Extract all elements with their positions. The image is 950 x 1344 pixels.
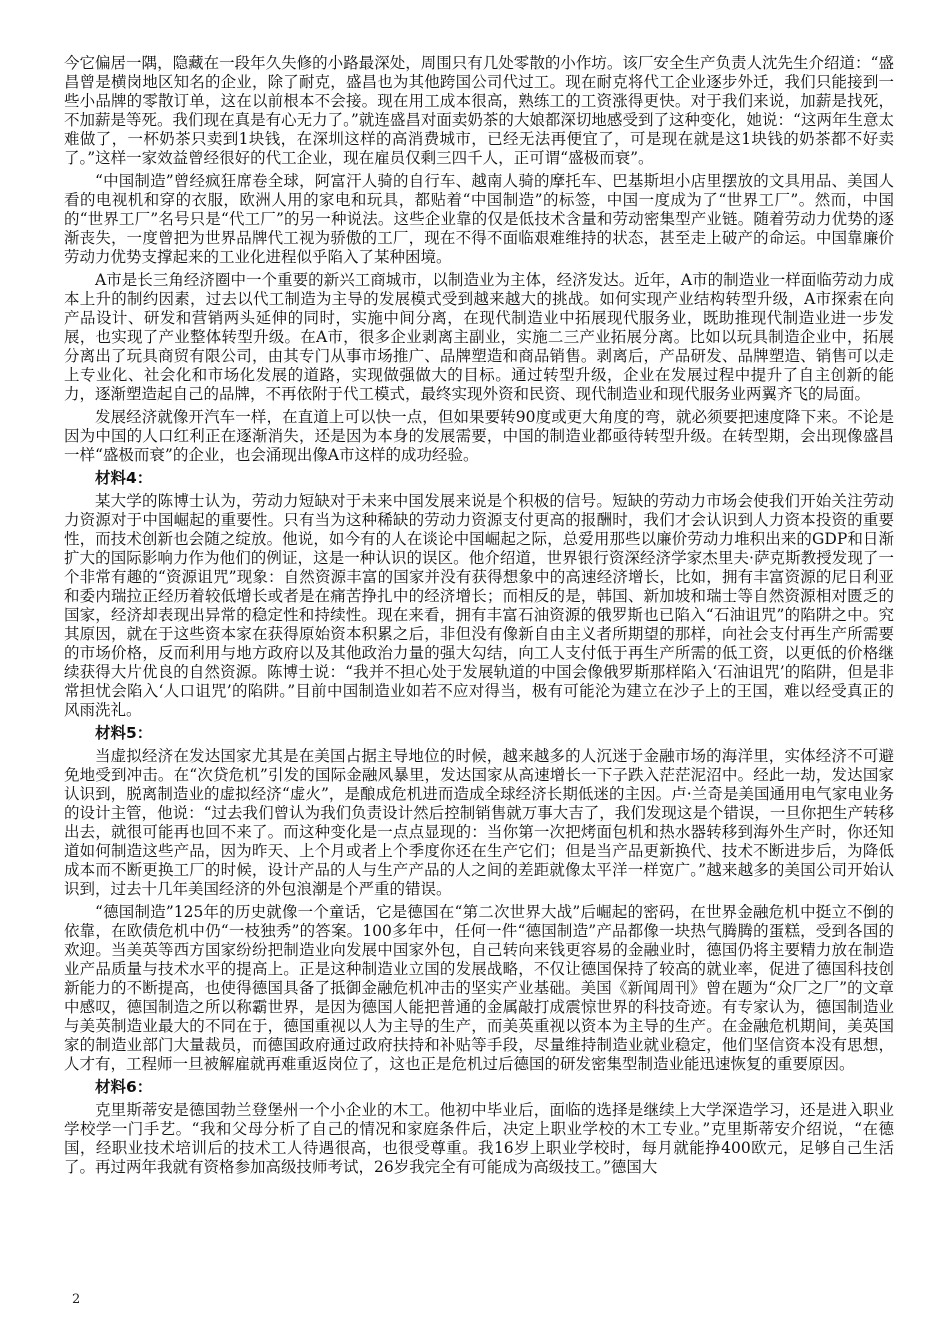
paragraph: 当虚拟经济在发达国家尤其是在美国占据主导地位的时候，越来越多的人沉迷于金融市场的海洋里，实体经济不可避免地受到冲击。在“次贷危机”引发的国际金融风暴里，发达国家从高速增长一下子跌入茫茫泥沼中。经此一劫，发达国家认识到，脱离制造业的虚拟经济“虚火”，是酿成危机进而造成全球经济长期低迷的主因。卢·兰奇是美国通用电气家电业务的设计主管，他说：“过去我们曾认为我们负责设计然后控制销售就万事大吉了，我们发现这是个错误，一旦你把生产转移出去，就很可能再也回不来了。而这种变化是一点点显现的：当你第一次把烤面包机和热水器转移到海外生产时，你还知道如何制造这些产品，因为昨天、上个月或者上个季度你还在生产它们；但是当产品更新换代、技术不断进步后，为降低成本而不断更换工厂的时候，设计产品的人与生产产品的人之间的差距就像太平洋一样宽广。”越来越多的美国公司开始认识到，过去十几年美国经济的外包浪潮是个严重的错误。 bbox=[64, 747, 894, 898]
paragraph: 克里斯蒂安是德国勃兰登堡州一个小企业的木工。他初中毕业后，面临的选择是继续上大学深造学习，还是进入职业学校学一门手艺。“我和父母分析了自己的情况和家庭条件后，决定上职业学校的木工专业。”克里斯蒂安介绍说，“在德国，经职业技术培训后的技术工人待遇很高，也很受尊重。我16岁上职业学校时，每月就能挣400欧元，足够自己生活了。再过两年我就有资格参加高级技师考试，26岁我完全有可能成为高级技工。”德国大 bbox=[64, 1101, 894, 1176]
paragraph: 某大学的陈博士认为，劳动力短缺对于未来中国发展来说是个积极的信号。短缺的劳动力市场会使我们开始关注劳动力资源对于中国崛起的重要性。只有当为这种稀缺的劳动力资源支付更高的报酬时，我们才会认识到人力资本投资的重要性，而技术创新也会随之绽放。他说，如今有的人在谈论中国崛起之际，总爱用那些以廉价劳动力堆积出来的GDP和日渐扩大的国际影响力作为他们的例证，这是一种认识的误区。他介绍道，世界银行资深经济学家杰里夫·萨克斯教授发现了一个非常有趣的“资源诅咒”现象：自然资源丰富的国家并没有获得想象中的高速经济增长，比如，拥有丰富资源的尼日利亚和委内瑞拉正经历着较低增长或者是在痛苦挣扎中的经济增长；而相反的是，韩国、新加坡和瑞士等自然资源相对匮乏的国家，经济却表现出异常的稳定性和持续性。现在来看，拥有丰富石油资源的俄罗斯也已陷入“石油诅咒”的陷阱之中。究其原因，就在于这些资本家在获得原始资本积累之后，非但没有像新自由主义者所期望的那样，向社会支付再生产所需要的市场价格，反而利用与地方政府以及其他政治力量的强大勾结，向工人支付低于再生产所需的低工资，以更低的价格继续获得大片优良的自然资源。陈博士说：“我并不担心处于发展轨道的中国会像俄罗斯那样陷入‘石油诅咒’的陷阱，但是非常担忧会陷入‘人口诅咒’的陷阱。”目前中国制造业如若不应对得当，极有可能沦为建立在沙子上的王国，难以经受真正的风雨洗礼。 bbox=[64, 492, 894, 719]
paragraph: 今它偏居一隅，隐藏在一段年久失修的小路最深处，周围只有几处零散的小作坊。该厂安全生产负责人沈先生介绍道：“盛昌曾是横岗地区知名的企业，除了耐克，盛昌也为其他跨国公司代过工。现在耐克将代工企业逐步外迁，我们只能接到一些小品牌的零散订单，这在以前根本不会接。现在用工成本很高，熟练工的工资涨得更快。对于我们来说，加薪是找死，不加薪是等死。我们现在真是有心无力了。”就连盛昌对面卖奶茶的大娘都深切地感受到了这种变化，她说：“这两年生意太难做了，一杯奶茶只卖到1块钱，在深圳这样的高消费城市，已经无法再便宜了，可是现在就是这1块钱的奶茶都不好卖了。”这样一家效益曾经很好的代工企业，现在雇员仅剩三四千人，正可谓“盛极而衰”。 bbox=[64, 54, 894, 167]
paragraph: “德国制造”125年的历史就像一个童话，它是德国在“第二次世界大战”后崛起的密码，在世界金融危机中挺立不倒的依靠，在欧债危机中仍“一枝独秀”的答案。100多年中，任何一件“德国制造”产品都像一块热气腾腾的蛋糕，受到各国的欢迎。当美英等西方国家纷纷把制造业向发展中国家外包，自己转向来钱更容易的金融业时，德国仍将主要精力放在制造业产品质量与技术水平的提高上。正是这种制造业立国的发展战略，不仅让德国保持了较高的就业率，促进了德国科技创新能力的不断提高，也使得德国具备了抵御金融危机冲击的坚实产业基础。美国《新闻周刊》曾在题为“众厂之厂”的文章中感叹，德国制造之所以称霸世界，是因为德国人能把普通的金属敲打成震惊世界的科技奇迹。有专家认为，德国制造业与美英制造业最大的不同在于，德国重视以人为主导的生产，而美英重视以资本为主导的生产。在金融危机期间，美英国家的制造业部门大量裁员，而德国政府通过政府扶持和补贴等手段，尽量维持制造业就业稳定，他们坚信资本没有思想，人才有，工程师一旦被解雇就再难重返岗位了，这也正是危机过后德国的研发密集型制造业能迅速恢复的重要原因。 bbox=[64, 903, 894, 1073]
paragraph: “中国制造”曾经疯狂席卷全球，阿富汗人骑的自行车、越南人骑的摩托车、巴基斯坦小店里摆放的文具用品、美国人看的电视机和穿的衣服，欧洲人用的家电和玩具，都贴着“中国制造”的标签，中国一度成为了“世界工厂”。然而，中国的“世界工厂”名号只是“代工厂”的另一种说法。这些企业靠的仅是低技术含量和劳动密集型产业链。随着劳动力优势的逐渐丧失，一度曾把为世界品牌代工视为骄傲的工厂，现在不得不面临艰难维持的状态，甚至走上破产的命运。中国靠廉价劳动力优势支撑起来的工业化进程似乎陷入了某种困境。 bbox=[64, 172, 894, 266]
paragraph: A市是长三角经济圈中一个重要的新兴工商城市，以制造业为主体，经济发达。近年，A市的制造业一样面临劳动力成本上升的制约因素，过去以代工制造为主导的发展模式受到越来越大的挑战。如何实现产业结构转型升级，A市探索在向产品设计、研发和营销两头延伸的同时，实施中间分离，在现代制造业中拓展现代服务业，既助推现代制造业进一步发展，也实现了产业整体转型升级。在A市，很多企业剥离主副业，实施二三产业拓展分离。比如以玩具制造企业中，拓展分离出了玩具商贸有限公司，由其专门从事市场推广、品牌塑造和商品销售。剥离后，产品研发、品牌塑造、销售可以走上专业化、社会化和市场化发展的道路，实现做强做大的目标。通过转型升级，企业在发展过程中提升了自主创新的能力，逐渐塑造起自己的品牌，不再依附于代工模式，最终实现外资和民资、现代制造业和现代服务业两翼齐飞的局面。 bbox=[64, 271, 894, 403]
document-page bbox=[64, 54, 894, 1181]
material6-heading: 材料6： bbox=[95, 1078, 153, 1096]
paragraph: 发展经济就像开汽车一样，在直道上可以快一点，但如果要转90度或更大角度的弯，就必须要把速度降下来。不论是因为中国的人口红利正在逐渐消失，还是因为本身的发展需要，中国的制造业都亟待转型升级。在转型期，会出现像盛昌一样“盛极而衰”的企业，也会涌现出像A市这样的成功经验。 bbox=[64, 408, 894, 464]
material4-heading: 材料4： bbox=[95, 469, 153, 487]
material5-heading: 材料5： bbox=[95, 724, 153, 742]
page-number: 2 bbox=[72, 1292, 81, 1307]
